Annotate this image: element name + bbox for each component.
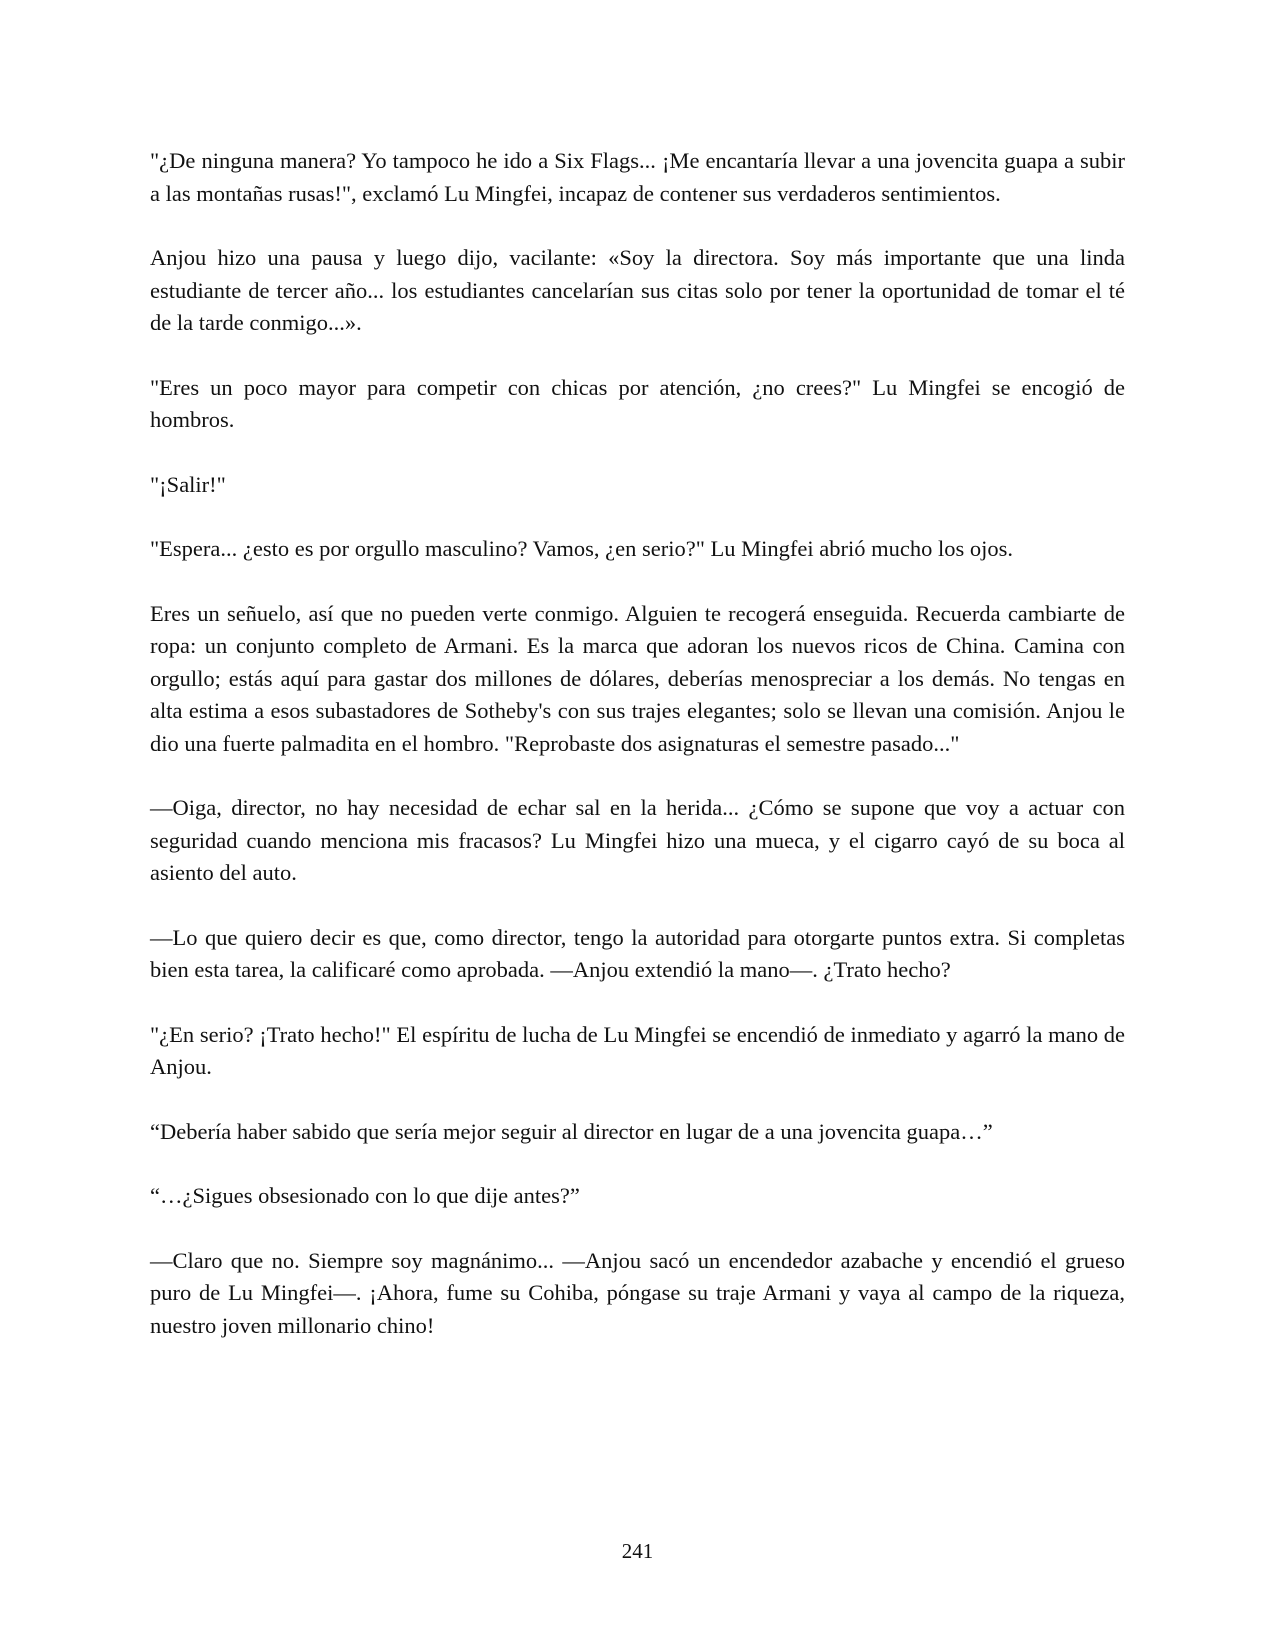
paragraph: —Claro que no. Siempre soy magnánimo... —Anjou sacó un encendedor azabache y encendió el grueso puro de Lu Mingfei—. ¡Ahora, fume su Cohiba, póngase su traje Armani y vaya al campo de la riqueza, nuestro joven millonario chino! bbox=[150, 1247, 1125, 1338]
paragraph: "¿En serio? ¡Trato hecho!" El espíritu de lucha de Lu Mingfei se encendió de inmediato y agarró la mano de Anjou. bbox=[150, 1021, 1125, 1079]
paragraph: —Lo que quiero decir es que, como director, tengo la autoridad para otorgarte puntos extra. Si completas bien esta tarea, la calificaré como aprobada. —Anjou extendió la mano—. ¿Trato hecho? bbox=[150, 924, 1125, 982]
paragraph: "¡Salir!" bbox=[150, 471, 226, 497]
page-number: 241 bbox=[621, 1539, 654, 1563]
paragraph: —Oiga, director, no hay necesidad de echar sal en la herida... ¿Cómo se supone que voy a actuar con seguridad cuando menciona mis fracasos? Lu Mingfei hizo una mueca, y el cigarro cayó de su boca al asiento del auto. bbox=[150, 795, 1125, 885]
paragraph: Anjou hizo una pausa y luego dijo, vacilante: «Soy la directora. Soy más importante que una linda estudiante de tercer año... los estudiantes cancelarían sus citas solo por tener la oportunidad de tomar el té de la tarde conmigo...». bbox=[150, 245, 1125, 335]
paragraph: "Eres un poco mayor para competir con chicas por atención, ¿no crees?" Lu Mingfei se encogió de hombros. bbox=[150, 374, 1125, 432]
paragraph: “Debería haber sabido que sería mejor seguir al director en lugar de a una jovencita guapa…” bbox=[150, 1118, 993, 1144]
paragraph: "Espera... ¿esto es por orgullo masculino? Vamos, ¿en serio?" Lu Mingfei abrió mucho los ojos. bbox=[150, 536, 1013, 561]
paragraph: “…¿Sigues obsesionado con lo que dije antes?” bbox=[150, 1183, 580, 1208]
paragraph: "¿De ninguna manera? Yo tampoco he ido a Six Flags... ¡Me encantaría llevar a una jovencita guapa a subir a las montañas rusas!", exclamó Lu Mingfei, incapaz de contener sus verdaderos sentimientos. bbox=[150, 148, 1125, 206]
body-text bbox=[150, 145, 1125, 1374]
paragraph: Eres un señuelo, así que no pueden verte conmigo. Alguien te recogerá enseguida. Recuerda cambiarte de ropa: un conjunto completo de Armani. Es la marca que adoran los nuevos ricos de China. Camina con orgullo; estás aquí para gastar dos millones de dólares, deberías menospreciar a los demás. No tengas en alta estima a esos subastadores de Sotheby's con sus trajes elegantes; solo se llevan una comisión. Anjou le dio una fuerte palmadita en el hombro. "Reprobaste dos asignaturas el semestre pasado..." bbox=[150, 600, 1125, 756]
